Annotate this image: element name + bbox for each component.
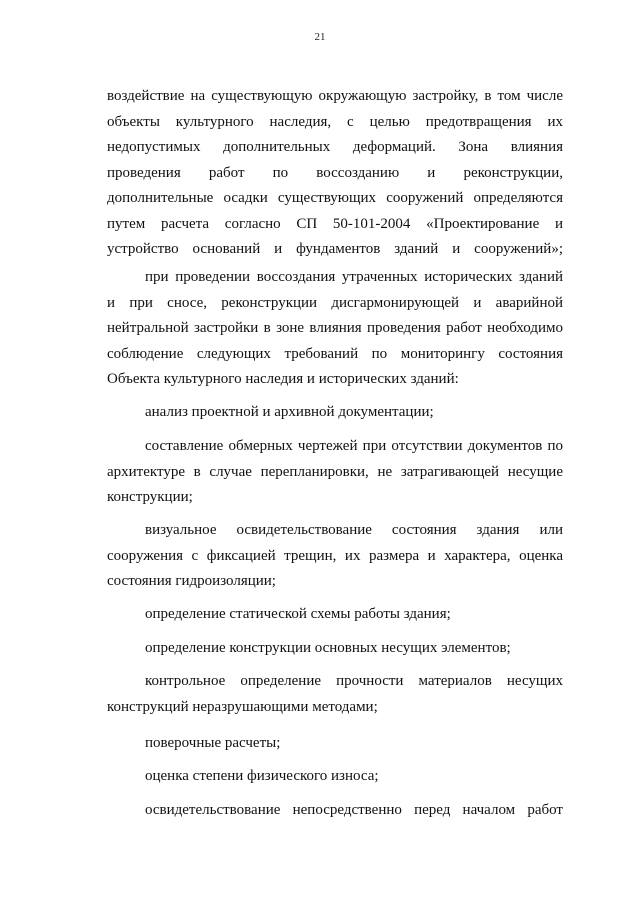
text-line: недопустимых дополнительных деформаций. Зона влияния [107, 139, 563, 155]
text-line: освидетельствование непосредственно перед началом работ [145, 802, 563, 818]
text-line: поверочные расчеты; [145, 735, 281, 751]
text-line: соблюдение следующих требований по мониторингу состояния [107, 345, 563, 362]
text-line: Объекта культурного наследия и исторических зданий: [107, 371, 459, 387]
text-line: при проведении воссоздания утраченных исторических зданий [145, 269, 563, 285]
text-line: сооружения с фиксацией трещин, их размера и характера, оценка [107, 547, 563, 564]
page-number: 21 [314, 31, 326, 43]
text-line: конструкции; [107, 489, 193, 505]
text-line: конструкций неразрушающими методами; [107, 698, 378, 715]
list-item-visual-inspection [107, 518, 563, 595]
text-line: объекты культурного наследия, с целью предотвращения их [107, 113, 563, 130]
list-item-strength-control [107, 669, 563, 720]
paragraph-2 [107, 265, 563, 393]
text-line: анализ проектной и архивной документации; [145, 404, 434, 420]
text-line: воздействие на существующую окружающую застройку, в том числе [107, 88, 563, 104]
text-line: архитектуре в случае перепланировки, не затрагивающей несущие [107, 463, 563, 480]
text-line: контрольное определение прочности материалов несущих [145, 673, 563, 689]
paragraph-1 [107, 84, 563, 263]
text-line: оценка степени физического износа; [145, 768, 379, 784]
text-line: нейтральной застройки в зоне влияния проведения работ необходимо [107, 320, 563, 336]
text-line: дополнительные осадки существующих сооружений определяются [107, 190, 563, 206]
text-line: визуальное освидетельствование состояния здания или [145, 522, 563, 538]
text-line: определение статической схемы работы здания; [145, 606, 451, 622]
list-item-load-bearing [107, 636, 563, 662]
text-line: проведения работ по воссозданию и реконструкции, [107, 164, 563, 181]
text-line: устройство оснований и фундаментов зданий и сооружений»; [107, 241, 563, 257]
list-item-verification-calc [107, 731, 563, 757]
list-item-static-scheme [107, 602, 563, 628]
text-line: состояния гидроизоляции; [107, 573, 276, 589]
list-item-pre-work-inspection [107, 798, 563, 824]
list-item-archive-analysis [107, 400, 563, 426]
text-line: составление обмерных чертежей при отсутствии документов по [145, 438, 563, 454]
text-line: определение конструкции основных несущих элементов; [145, 640, 511, 656]
text-line: путем расчета согласно СП 50-101-2004 «Проектирование и [107, 215, 563, 232]
list-item-wear-assessment [107, 764, 563, 790]
list-item-measured-drawings [107, 434, 563, 511]
text-line: и при сносе, реконструкции дисгармонирующей и аварийной [107, 294, 563, 311]
